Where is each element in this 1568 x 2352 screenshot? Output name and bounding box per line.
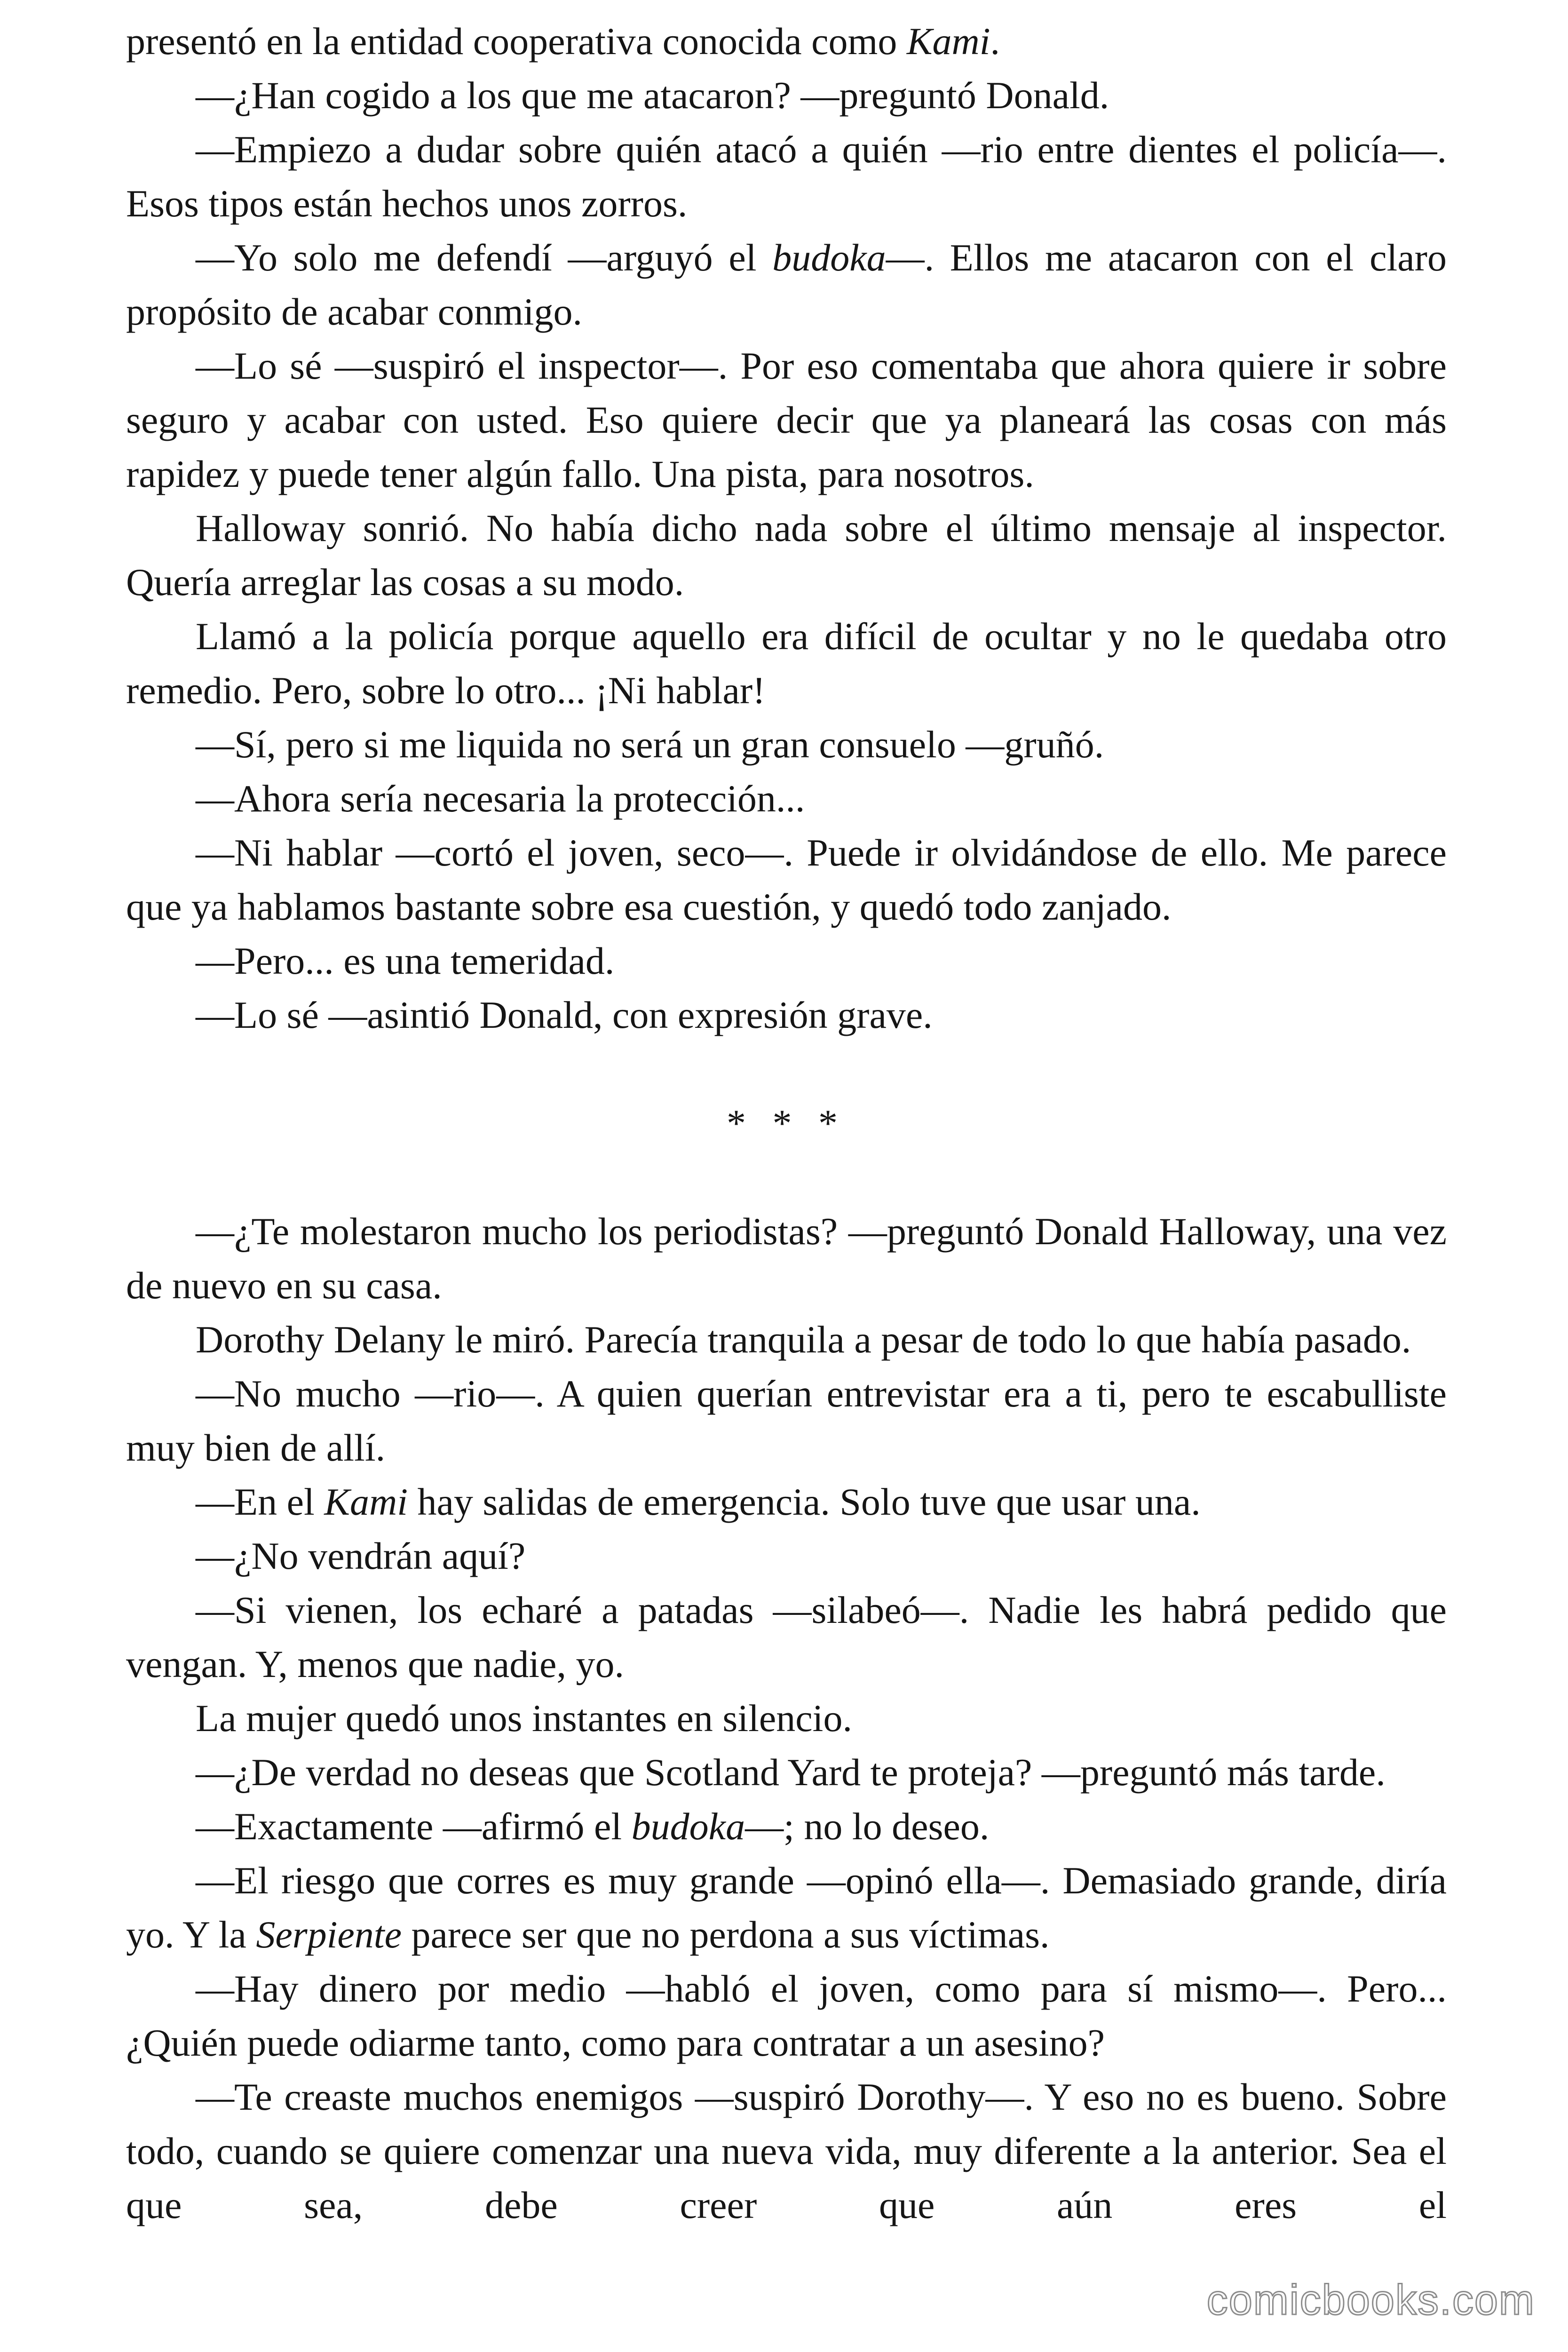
text-run: parece ser que no perdona a sus víctimas.	[401, 1913, 1050, 1956]
book-page	[126, 14, 1447, 2232]
text-run: —Hay dinero por medio —habló el joven, como para sí mismo—. Pero... ¿Quién puede odiarme tanto, como para contratar a un asesino?	[126, 1967, 1447, 2064]
paragraph	[126, 501, 1447, 609]
italic-run: budoka	[772, 236, 886, 279]
paragraph	[126, 934, 1447, 988]
paragraph	[126, 230, 1447, 339]
text-run: —¿Te molestaron mucho los periodistas? —preguntó Donald Halloway, una vez de nuevo en su casa.	[126, 1210, 1447, 1307]
watermark: comicbooks.com	[1206, 2277, 1535, 2324]
text-block-top	[126, 14, 1447, 1042]
text-run: —Lo sé —asintió Donald, con expresión grave.	[196, 993, 933, 1036]
paragraph	[126, 68, 1447, 122]
paragraph	[126, 2070, 1447, 2232]
text-run: —; no lo deseo.	[745, 1805, 990, 1848]
paragraph	[126, 1745, 1447, 1799]
italic-run: Serpiente	[256, 1913, 402, 1956]
paragraph	[126, 1204, 1447, 1312]
paragraph	[126, 1529, 1447, 1583]
text-run: —Exactamente —afirmó el	[196, 1805, 632, 1848]
text-run: —Te creaste muchos enemigos —suspiró Dorothy—. Y eso no es bueno. Sobre todo, cuando se quiere comenzar una nueva vida, muy diferente a la anterior. Sea el que sea, debe creer que aún eres el	[126, 2075, 1447, 2226]
text-run: —Si vienen, los echaré a patadas —silabeó—. Nadie les habrá pedido que vengan. Y, menos que nadie, yo.	[126, 1589, 1447, 1685]
text-run: —En el	[196, 1480, 325, 1523]
paragraph	[126, 1367, 1447, 1475]
paragraph	[126, 1962, 1447, 2070]
scene-break: * * *	[727, 1102, 846, 1144]
paragraph	[126, 1312, 1447, 1367]
text-run: —Ahora sería necesaria la protección...	[196, 777, 805, 820]
paragraph	[126, 1475, 1447, 1529]
paragraph	[126, 609, 1447, 717]
text-run: —Ni hablar —cortó el joven, seco—. Puede ir olvidándose de ello. Me parece que ya hablamos bastante sobre esa cuestión, y quedó todo zanjado.	[126, 831, 1447, 928]
text-run: Llamó a la policía porque aquello era difícil de ocultar y no le quedaba otro remedio. Pero, sobre lo otro... ¡Ni hablar!	[126, 615, 1447, 712]
paragraph	[126, 1691, 1447, 1745]
paragraph	[126, 122, 1447, 230]
paragraph	[126, 826, 1447, 934]
paragraph	[126, 14, 1447, 68]
text-run: —No mucho —rio—. A quien querían entrevistar era a ti, pero te escabulliste muy bien de allí.	[126, 1372, 1447, 1469]
italic-run: Kami	[906, 20, 990, 63]
text-run: —¿Han cogido a los que me atacaron? —preguntó Donald.	[196, 74, 1109, 117]
text-run: —El riesgo que corres es muy grande —opinó ella—. Demasiado grande, diría yo. Y la	[126, 1859, 1447, 1956]
text-run: hay salidas de emergencia. Solo tuve que usar una.	[407, 1480, 1201, 1523]
text-run: Dorothy Delany le miró. Parecía tranquila a pesar de todo lo que había pasado.	[196, 1318, 1411, 1361]
paragraph	[126, 1583, 1447, 1691]
text-block-bottom	[126, 1204, 1447, 2232]
text-run: presentó en la entidad cooperativa conocida como	[126, 20, 907, 63]
italic-run: Kami	[324, 1480, 408, 1523]
paragraph	[126, 339, 1447, 501]
paragraph	[126, 988, 1447, 1042]
text-run: —Empiezo a dudar sobre quién atacó a quién —rio entre dientes el policía—. Esos tipos están hechos unos zorros.	[126, 128, 1447, 225]
italic-run: budoka	[631, 1805, 745, 1848]
text-run: La mujer quedó unos instantes en silencio.	[196, 1697, 852, 1740]
text-run: —Sí, pero si me liquida no será un gran consuelo —gruñó.	[196, 723, 1104, 766]
text-run: —¿No vendrán aquí?	[196, 1534, 526, 1577]
text-run: —¿De verdad no deseas que Scotland Yard te proteja? —preguntó más tarde.	[196, 1751, 1386, 1794]
text-run: .	[990, 20, 1000, 63]
paragraph	[126, 771, 1447, 826]
text-run: —. Ellos me atacaron con el claro propósito de acabar conmigo.	[126, 236, 1447, 333]
text-run: Halloway sonrió. No había dicho nada sobre el último mensaje al inspector. Quería arreglar las cosas a su modo.	[126, 507, 1447, 604]
text-run: —Pero... es una temeridad.	[196, 939, 615, 982]
text-run: —Lo sé —suspiró el inspector—. Por eso comentaba que ahora quiere ir sobre seguro y acabar con usted. Eso quiere decir que ya planeará las cosas con más rapidez y puede tener algún fallo. Una pista, para nosotros.	[126, 344, 1447, 495]
paragraph	[126, 1853, 1447, 1962]
paragraph	[126, 1799, 1447, 1853]
text-run: —Yo solo me defendí —arguyó el	[196, 236, 773, 279]
paragraph	[126, 717, 1447, 771]
